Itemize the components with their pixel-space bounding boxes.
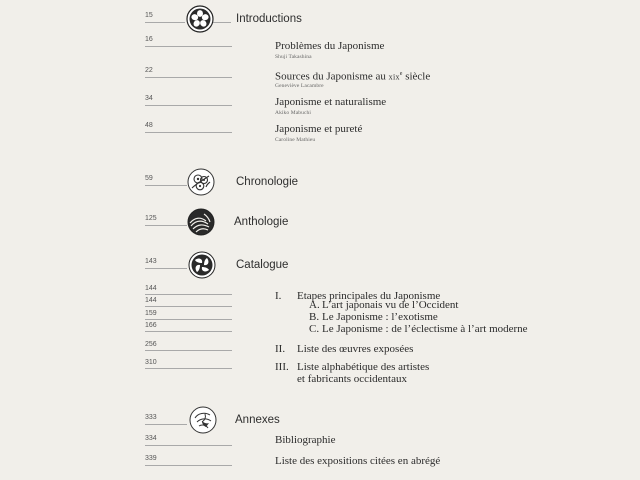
page-number: 15 — [145, 12, 153, 19]
catalogue-item-numeral: III. — [275, 361, 289, 373]
page-number: 333 — [145, 414, 157, 421]
section-title-introductions[interactable]: Introductions — [236, 13, 302, 25]
leader-rule — [145, 185, 187, 186]
catalogue-item-numeral: I. — [275, 290, 282, 302]
toc-entry-title[interactable]: Japonisme et pureté — [275, 123, 363, 135]
leader-rule — [145, 445, 232, 446]
catalogue-subitem-title[interactable]: L’art japonais vu de l’Occident — [322, 299, 459, 311]
leader-rule — [145, 225, 187, 226]
page-number: 310 — [145, 359, 157, 366]
page-number: 334 — [145, 435, 157, 442]
catalogue-subitem-title[interactable]: Le Japonisme : l’exotisme — [322, 311, 438, 323]
catalogue-subitem-letter: A. — [309, 299, 320, 311]
toc-entry-author: Shuji Takashina — [275, 54, 312, 60]
page-number: 144 — [145, 297, 157, 304]
leader-rule — [145, 77, 232, 78]
leader-rule — [145, 424, 187, 425]
leader-rule — [145, 22, 185, 23]
toc-entry-title[interactable]: Liste des expositions citées en abrégé — [275, 455, 441, 467]
leader-rule — [145, 319, 232, 320]
section-title-chronologie[interactable]: Chronologie — [236, 176, 299, 188]
page-number: 48 — [145, 122, 153, 129]
leader-rule — [145, 465, 232, 466]
catalogue-item-title[interactable]: Liste alphabétique des artistes — [297, 361, 430, 373]
toc-entry-title[interactable]: Bibliographie — [275, 434, 336, 446]
page-number: 144 — [145, 285, 157, 292]
catalogue-item-title-continued[interactable]: et fabricants occidentaux — [297, 373, 407, 385]
leaf-crest-icon — [188, 251, 216, 279]
leader-rule — [145, 350, 232, 351]
page-number: 143 — [145, 258, 157, 265]
page-number: 256 — [145, 341, 157, 348]
leader-rule — [213, 22, 231, 23]
toc-entry-author: Akiko Mabuchi — [275, 110, 311, 116]
blossom-crest-icon — [187, 168, 215, 196]
catalogue-subitem-letter: C. — [309, 323, 320, 335]
catalogue-item-title[interactable]: Liste des œuvres exposées — [297, 343, 414, 355]
toc-entry-title[interactable]: Japonisme et naturalisme — [275, 96, 387, 108]
page-number: 59 — [145, 175, 153, 182]
catalogue-item-title[interactable]: Etapes principales du Japonisme — [297, 290, 441, 302]
page-number: 22 — [145, 67, 153, 74]
wave-crest-icon — [187, 208, 215, 236]
section-title-anthologie[interactable]: Anthologie — [234, 216, 289, 228]
page-number: 166 — [145, 322, 157, 329]
toc-entry-title[interactable]: Sources du Japonisme au xix$^e$ siècle — [275, 70, 431, 83]
page-number: 125 — [145, 215, 157, 222]
leader-rule — [145, 105, 232, 106]
leader-rule — [145, 46, 232, 47]
toc-entry-author: Caroline Mathieu — [275, 137, 316, 143]
floral-crest-icon — [186, 5, 214, 33]
bird-crest-icon — [189, 406, 217, 434]
catalogue-item-numeral: II. — [275, 343, 286, 355]
leader-rule — [145, 132, 232, 133]
section-title-annexes[interactable]: Annexes — [235, 414, 280, 426]
leader-rule — [145, 294, 232, 295]
section-title-catalogue[interactable]: Catalogue — [236, 259, 289, 271]
toc-entry-title[interactable]: Problèmes du Japonisme — [275, 40, 385, 52]
leader-rule — [145, 306, 232, 307]
leader-rule — [145, 268, 187, 269]
catalogue-subitem-letter: B. — [309, 311, 320, 323]
page-number: 34 — [145, 95, 153, 102]
page-number: 159 — [145, 310, 157, 317]
catalogue-subitem-title[interactable]: Le Japonisme : de l’éclectisme à l’art moderne — [322, 323, 528, 335]
leader-rule — [145, 331, 232, 332]
leader-rule — [145, 368, 232, 369]
page-number: 339 — [145, 455, 157, 462]
toc-entry-author: Geneviève Lacambre — [275, 83, 324, 89]
page-number: 16 — [145, 36, 153, 43]
